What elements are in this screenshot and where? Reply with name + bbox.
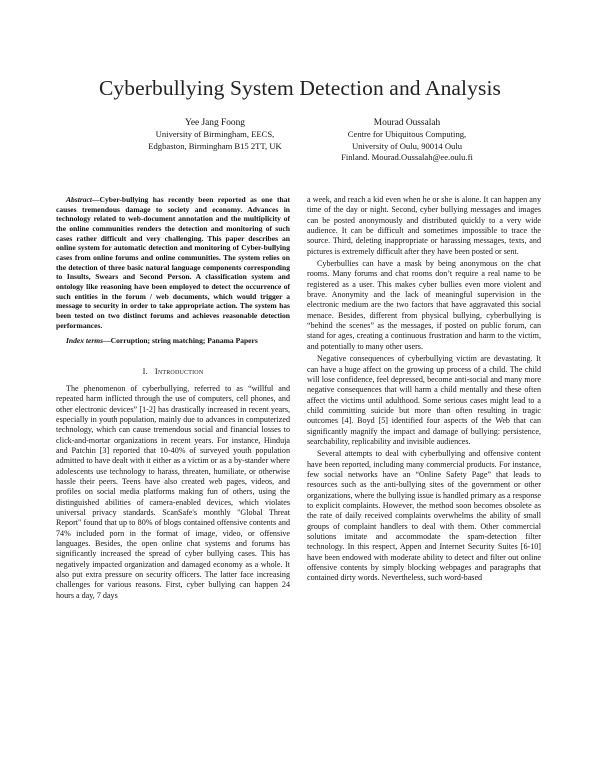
right-column [307, 195, 541, 584]
index-terms [56, 336, 290, 346]
abstract-text: —Cyber-bullying has recently been reported as one that causes tremendous damage to society and economy. Advances in technology related to web-document annotation and the multiplicity of the online communities renders the detection and monitoring of such cases rather difficult and very challenging. This paper describes an online system for automatic detection and monitoring of Cyber-bullying cases from online forums and online communities. The system relies on the detection of three basic natural language components corresponding to Insults, Swears and Second Person. A classification system and ontology like reasoning have been employed to detect the occurrence of such entities in the forum / web documents, which would trigger a message to security in order to take appropriate action. The system has been tested on two distinct forums and achieves reasonable detection performances. [56, 195, 290, 330]
section-heading-introduction [56, 367, 290, 376]
left-column [56, 195, 290, 601]
body-paragraph: a week, and reach a kid even when he or she is alone. It can happen any time of the day or night. Second, cyber bullying messages and images can be posted anonymously and distributed quickly to a very wide audience. It can be difficult and sometimes impossible to trace the source. Third, deleting inappropriate or harassing messages, texts, and pictures is extremely difficult after they have been posted or sent. [307, 195, 541, 256]
body-paragraph: Negative consequences of cyberbullying victim are devastating. It can have a huge affect on the growing up process of a child. The child will lose confidence, feel depressed, become anti-social and many more negative consequences that will harm a child mentally and these often affect the victims until adulthood. Some serious cases might lead to a child committing suicide but more than often resulting in tragic outcomes [4]. Boyd [5] identified four aspects of the Web that can significantly magnify the impact and damage of bullying: persistence, searchability, replicability and invisible audiences. [307, 354, 541, 446]
author-affiliation-line: Centre for Ubiquitous Computing, [347, 129, 467, 140]
author-affiliation-line: Finland. Mourad.Oussalah@ee.oulu.fi [341, 152, 473, 163]
author-affiliation-line: University of Birmingham, EECS, [155, 129, 275, 140]
author-name: Mourad Oussalah [373, 118, 441, 128]
body-paragraph: The phenomenon of cyberbullying, referred to as “willful and repeated harm inflicted through the use of computers, cell phones, and other electronic devices” [1-2] has drastically increased in recent years, especially in youth population, mainly due to advances in computerized technology, which can cause tremendous social and financial losses to click-and-mortar organizations in recent years. For instance, Hinduja and Patchin [3] reported that 10-40% of surveyed youth population admitted to have dealt with it either as a victim or as a by-stander where adolescents use technology to harass, threaten, humiliate, or otherwise hassle their peers. Teens have also created web pages, videos, and profiles on social media platforms making fun of others, using the distinguished abilities of camera-enabled devices, which violates universal privacy standards. ScanSafe's monthly "Global Threat Report" found that up to 80% of blogs contained offensive contents and 74% included porn in the format of image, video, or offensive languages. Besides, the open online chat systems and forums has significantly increased the spread of cyber bullying cases. This has negatively impacted organization and damaged economy as a whole. It also put extra pressure on security officers. The latter face increasing challenges for various reasons. First, cyber bullying can happen 24 hours a day, 7 days [56, 383, 290, 600]
section-number: I. [142, 366, 148, 376]
section-title: Introduction [154, 366, 204, 376]
paper-title: Cyberbullying System Detection and Analysis [98, 76, 501, 100]
author-affiliation-line: Edgbaston, Birmingham B15 2TT, UK [148, 140, 282, 151]
body-paragraph: Several attempts to deal with cyberbullying and offensive content have been reported, including many commercial products. For instance, few social networks have an “Online Safety Page” that leads to resources such as the anti-bullying sites of the government or other organizations, where the bullying issue is handled primary as a response to explicit complaints. However, the method soon becomes obsolete as the rate of daily received complaints overwhelms the ability of small groups of complaint handlers to deal with them. Other commercial solutions imitate and accommodate the spam-detection filter technology. In this respect, Appen and Internet Security Suites [6-10] have been endowed with moderate ability to detect and filter out online offensive contents by simply blocking webpages and paragraphs that contained dirty words. Nevertheless, such word-based [307, 449, 541, 583]
author-name: Yee Jang Foong [185, 118, 245, 128]
abstract [56, 195, 290, 330]
author-block-1 [110, 118, 320, 152]
author-block-2 [322, 118, 492, 164]
author-affiliation-line: University of Oulu, 90014 Oulu [351, 140, 463, 151]
body-paragraph: Cyberbullies can have a mask by being anonymous on the chat rooms. Many forums and chat rooms don’t require a real name to be registered as a user. This makes cyber bullies even more violent and brave. Anonymity and the lack of meaningful supervision in the electronic medium are the two factors that have aggravated this social menace. Besides, different from physical bullying, cyberbullying is “behind the scenes” as the messages, if posted on public forum, can stand for ages, creating a continuous frustration and harm to the victim, and potentially to many other users. [307, 259, 541, 351]
abstract-lead: Abstract [66, 195, 92, 204]
index-terms-lead: Index terms [66, 336, 104, 346]
index-terms-text: —Corruption; string matching; Panama Papers [103, 336, 258, 346]
